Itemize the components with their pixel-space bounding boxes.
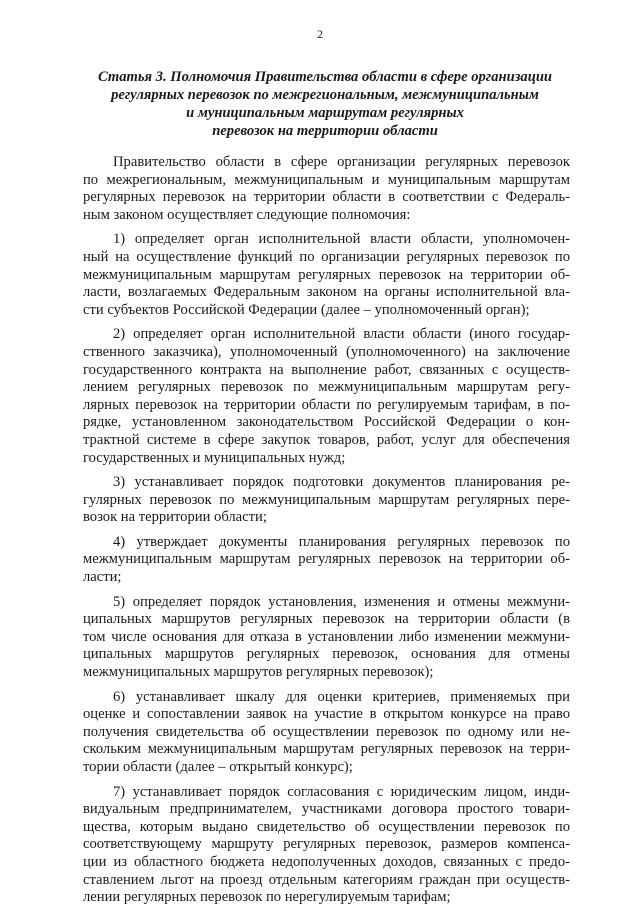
text-line: ставлением льгот на проезд отдельным категориям граждан при осуществ- xyxy=(83,871,570,888)
text-line: возок на территории области; xyxy=(83,509,267,526)
text-line: 7) устанавливает порядок согласования с юридическим лицом, инди- xyxy=(113,783,570,800)
page-number: 2 xyxy=(317,27,323,41)
paragraph xyxy=(83,326,570,467)
text-line: щества, которым выдано свидетельство об осуществлении перевозок по xyxy=(83,818,570,835)
text-line: ным законом осуществляет следующие полномочия: xyxy=(83,206,411,223)
text-line: 3) устанавливает порядок подготовки документов планирования ре- xyxy=(113,474,570,491)
text-line: оценке и сопоставлении заявок на участие в открытом конкурсе на право xyxy=(83,706,570,723)
text-line: скольким межмуниципальным маршрутам регулярных перевозок на терри- xyxy=(83,741,570,758)
paragraph xyxy=(83,154,570,224)
text-line: ласти; xyxy=(83,569,122,586)
text-line: 5) определяет порядок установления, изменения и отмены межмуни- xyxy=(113,593,570,610)
text-line: межмуниципальным маршрутам регулярных перевозок на территории об- xyxy=(83,551,570,568)
paragraph xyxy=(83,689,570,777)
text-line: лением регулярных перевозок по межмуниципальным маршрутам регу- xyxy=(83,379,570,396)
text-line: 2) определяет орган исполнительной власти области (иного государ- xyxy=(113,326,570,343)
text-line: сти субъектов Российской Федерации (далее – уполномоченный орган); xyxy=(83,301,530,318)
paragraph xyxy=(83,594,570,682)
text-line: ции из областного бюджета недополученных доходов, связанных с предо- xyxy=(83,853,570,870)
text-line: ципальных маршрутов регулярных перевозок, основания для отмены xyxy=(83,646,570,663)
heading-line: Статья 3. Полномочия Правительства области в сфере организации xyxy=(97,69,553,85)
heading-line: регулярных перевозок по межрегиональным, межмуниципальным xyxy=(111,87,539,103)
text-line: межмуниципальным маршрутам регулярных перевозок на территории об- xyxy=(83,266,570,283)
text-line: получения свидетельства об осуществлении перевозок по одному или не- xyxy=(83,723,570,740)
text-line: межмуниципальных маршрутов регулярных перевозок); xyxy=(83,664,434,681)
paragraph xyxy=(83,474,570,527)
text-line: Правительство области в сфере организации регулярных перевозок xyxy=(113,154,570,170)
text-line: видуальным предпринимателем, участниками договора простого товари- xyxy=(83,801,570,818)
text-line: ный на осуществление функций по организации регулярных перевозок по xyxy=(83,248,570,265)
text-line: гулярных перевозок по межмуниципальным маршрутам регулярных пере- xyxy=(83,491,570,508)
paragraph xyxy=(83,784,570,907)
text-line: государственных и муниципальных нужд; xyxy=(83,449,346,466)
article-heading xyxy=(70,68,580,140)
text-line: 1) определяет орган исполнительной власти области, уполномочен- xyxy=(113,231,570,248)
text-line: тории области (далее – открытый конкурс); xyxy=(83,759,353,775)
text-line: рядке, установленном законодательством Российской Федерации о кон- xyxy=(83,414,570,431)
text-line: соответствующему маршруту регулярных перевозок, размеров компенса- xyxy=(83,836,570,853)
text-line: регулярных перевозок на территории области в соответствии с Федераль- xyxy=(83,189,570,206)
text-line: лярных перевозок на территории области по регулируемым тарифам, в по- xyxy=(83,396,570,413)
paragraph xyxy=(83,231,570,319)
heading-line: и муниципальным маршрутам регулярных xyxy=(186,105,464,121)
text-line: 6) устанавливает шкалу для оценки критериев, применяемых при xyxy=(113,688,570,705)
heading-line: перевозок на территории области xyxy=(212,123,438,139)
text-line: государственного контракта на выполнение работ, связанных с осуществ- xyxy=(83,361,570,378)
text-line: 4) утверждает документы планирования регулярных перевозок по xyxy=(113,533,570,550)
paragraph xyxy=(83,534,570,587)
document-body xyxy=(83,154,570,914)
text-line: ласти, возлагаемых Федеральным законом на органы исполнительной вла- xyxy=(83,284,570,301)
text-line: ципальных маршрутов регулярных перевозок на территории области (в xyxy=(83,611,570,628)
text-line: ственного заказчика), уполномоченный (уполномоченного) на заключение xyxy=(83,343,570,360)
text-line: лении регулярных перевозок по нерегулируемым тарифам; xyxy=(83,889,451,906)
text-line: том числе основания для отказа в установлении либо изменении межмуни- xyxy=(83,628,570,645)
text-line: по межрегиональным, межмуниципальным и муниципальным маршрутам xyxy=(83,171,570,188)
text-line: трактной системе в сфере закупок товаров, работ, услуг для обеспечения xyxy=(83,431,570,448)
